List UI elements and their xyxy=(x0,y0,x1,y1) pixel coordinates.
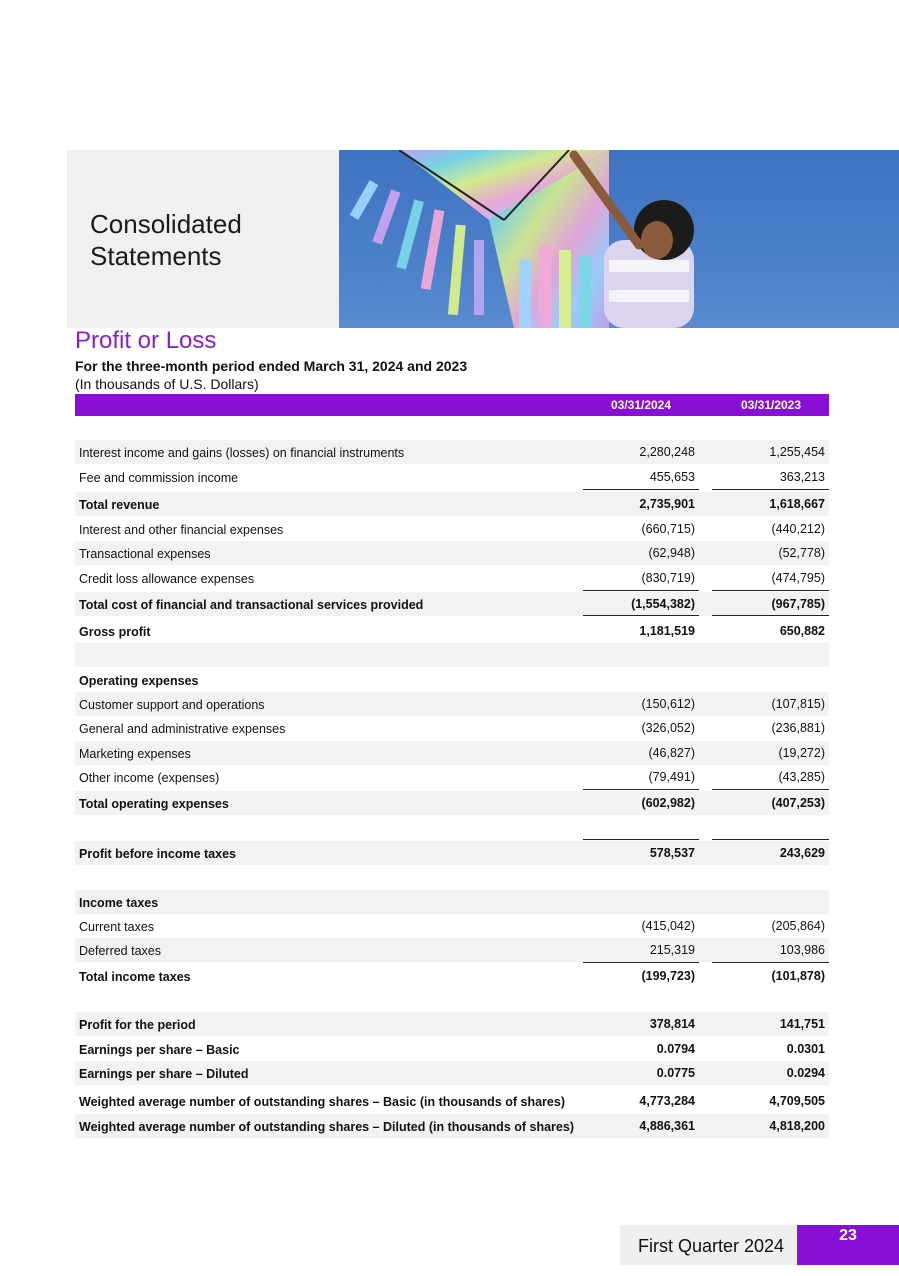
spacer-row xyxy=(75,643,829,667)
page-number-box xyxy=(797,1225,899,1265)
row-label: Interest and other financial expenses xyxy=(79,523,284,537)
table-row xyxy=(75,964,829,988)
table-row xyxy=(75,592,829,616)
value-2023: 0.0294 xyxy=(786,1066,825,1080)
page-number: 23 xyxy=(839,1227,857,1244)
value-2023: (43,285) xyxy=(778,770,825,784)
row-label: Fee and commission income xyxy=(79,471,239,485)
value-2024: (415,042) xyxy=(641,919,695,933)
row-label: Income taxes xyxy=(79,896,159,910)
row-label: Weighted average number of outstanding shares – Diluted (in thousands of shares) xyxy=(79,1120,574,1134)
value-2024: (660,715) xyxy=(641,522,695,536)
value-2023: 1,618,667 xyxy=(769,497,825,511)
value-2024: 4,773,284 xyxy=(639,1094,695,1108)
value-2024: (46,827) xyxy=(648,746,695,760)
row-label: Total revenue xyxy=(79,498,160,512)
footer-period: First Quarter 2024 xyxy=(638,1236,785,1256)
value-2023: (107,815) xyxy=(771,697,825,711)
value-2023: 0.0301 xyxy=(786,1042,825,1056)
value-2023: 103,986 xyxy=(779,943,825,957)
row-label: Total income taxes xyxy=(79,970,191,984)
subtotal-rule xyxy=(712,962,829,963)
hero-title xyxy=(90,208,242,272)
row-label: Deferred taxes xyxy=(79,944,161,958)
section-subtitle: For the three-month period ended March 31, 2024 and 2023 xyxy=(75,358,468,374)
value-2024: 378,814 xyxy=(649,1017,695,1031)
table-row xyxy=(75,517,829,541)
table-row xyxy=(75,1089,829,1113)
row-label: Current taxes xyxy=(79,920,155,934)
table-row xyxy=(75,716,829,740)
subtotal-rule xyxy=(583,839,699,840)
value-2024: 4,886,361 xyxy=(639,1119,695,1133)
value-2024: 2,280,248 xyxy=(639,445,695,459)
value-2023: 243,629 xyxy=(779,846,825,860)
table-row xyxy=(75,791,829,815)
table-row xyxy=(75,1061,829,1085)
value-2023: 4,818,200 xyxy=(769,1119,825,1133)
subtotal-rule xyxy=(583,789,699,790)
value-2023: 650,882 xyxy=(779,624,825,638)
value-2023: (474,795) xyxy=(771,571,825,585)
value-2024: 0.0794 xyxy=(656,1042,695,1056)
table-row xyxy=(75,841,829,865)
row-label: Transactional expenses xyxy=(79,547,211,561)
subtotal-rule xyxy=(712,590,829,591)
hero-title-panel xyxy=(67,150,339,328)
table-row xyxy=(75,566,829,590)
column-header-2024: 03/31/2024 xyxy=(610,398,672,412)
row-label: Other income (expenses) xyxy=(79,771,220,785)
value-2024: (326,052) xyxy=(641,721,695,735)
row-label: Earnings per share – Basic xyxy=(79,1043,240,1057)
table-row xyxy=(75,619,829,643)
value-2024: 455,653 xyxy=(649,470,695,484)
table-row xyxy=(75,492,829,516)
table-row xyxy=(75,890,829,914)
value-2024: (1,554,382) xyxy=(631,597,695,611)
subtotal-rule xyxy=(712,839,829,840)
value-2023: (440,212) xyxy=(771,522,825,536)
table-row xyxy=(75,668,829,692)
table-row xyxy=(75,914,829,938)
subtotal-rule xyxy=(583,962,699,963)
value-2024: (150,612) xyxy=(641,697,695,711)
hero-title-line-2: Statements xyxy=(90,241,222,271)
value-2023: 4,709,505 xyxy=(769,1094,825,1108)
row-label: General and administrative expenses xyxy=(79,722,286,736)
value-2023: (101,878) xyxy=(771,969,825,983)
value-2024: (62,948) xyxy=(648,546,695,560)
hero-photo xyxy=(339,150,899,328)
subtotal-rule xyxy=(712,615,829,616)
kite-photo-illustration xyxy=(339,150,899,328)
hero-title-line-1: Consolidated xyxy=(90,209,242,239)
value-2024: 0.0775 xyxy=(656,1066,695,1080)
value-2024: 2,735,901 xyxy=(639,497,695,511)
value-2024: (79,491) xyxy=(648,770,695,784)
value-2024: (830,719) xyxy=(641,571,695,585)
table-header xyxy=(75,394,829,416)
row-label: Marketing expenses xyxy=(79,747,191,761)
row-label: Earnings per share – Diluted xyxy=(79,1067,249,1081)
row-label: Credit loss allowance expenses xyxy=(79,572,255,586)
value-2024: (199,723) xyxy=(641,969,695,983)
table-row xyxy=(75,938,829,962)
value-2023: (407,253) xyxy=(771,796,825,810)
table-row xyxy=(75,1037,829,1061)
subtotal-rule xyxy=(712,789,829,790)
table-row xyxy=(75,541,829,565)
row-label: Total operating expenses xyxy=(79,797,229,811)
row-label: Profit before income taxes xyxy=(79,847,236,861)
table-row xyxy=(75,765,829,789)
value-2023: (19,272) xyxy=(778,746,825,760)
value-2023: (205,864) xyxy=(771,919,825,933)
value-2023: (236,881) xyxy=(771,721,825,735)
value-2024: (602,982) xyxy=(641,796,695,810)
value-2023: 141,751 xyxy=(779,1017,825,1031)
row-label: Customer support and operations xyxy=(79,698,265,712)
table-row xyxy=(75,1012,829,1036)
section-units: (In thousands of U.S. Dollars) xyxy=(75,376,259,392)
row-label: Interest income and gains (losses) on financial instruments xyxy=(79,446,405,460)
value-2024: 215,319 xyxy=(649,943,695,957)
subtotal-rule xyxy=(712,489,829,490)
footer-period-box xyxy=(620,1225,797,1265)
row-label: Profit for the period xyxy=(79,1018,196,1032)
value-2024: 1,181,519 xyxy=(639,624,695,638)
row-label: Weighted average number of outstanding shares – Basic (in thousands of shares) xyxy=(79,1095,565,1109)
value-2024: 578,537 xyxy=(649,846,695,860)
subtotal-rule xyxy=(583,489,699,490)
section-title: Profit or Loss xyxy=(75,327,217,354)
table-row xyxy=(75,465,829,489)
table-row xyxy=(75,1114,829,1138)
table-row xyxy=(75,440,829,464)
row-label: Total cost of financial and transactional services provided xyxy=(79,598,424,612)
value-2023: 1,255,454 xyxy=(769,445,825,459)
row-label: Operating expenses xyxy=(79,674,199,688)
value-2023: 363,213 xyxy=(779,470,825,484)
table-row xyxy=(75,692,829,716)
value-2023: (52,778) xyxy=(778,546,825,560)
table-row xyxy=(75,741,829,765)
subtotal-rule xyxy=(583,590,699,591)
value-2023: (967,785) xyxy=(771,597,825,611)
row-label: Gross profit xyxy=(79,625,151,639)
subtotal-rule xyxy=(583,615,699,616)
column-header-2023: 03/31/2023 xyxy=(740,398,802,412)
